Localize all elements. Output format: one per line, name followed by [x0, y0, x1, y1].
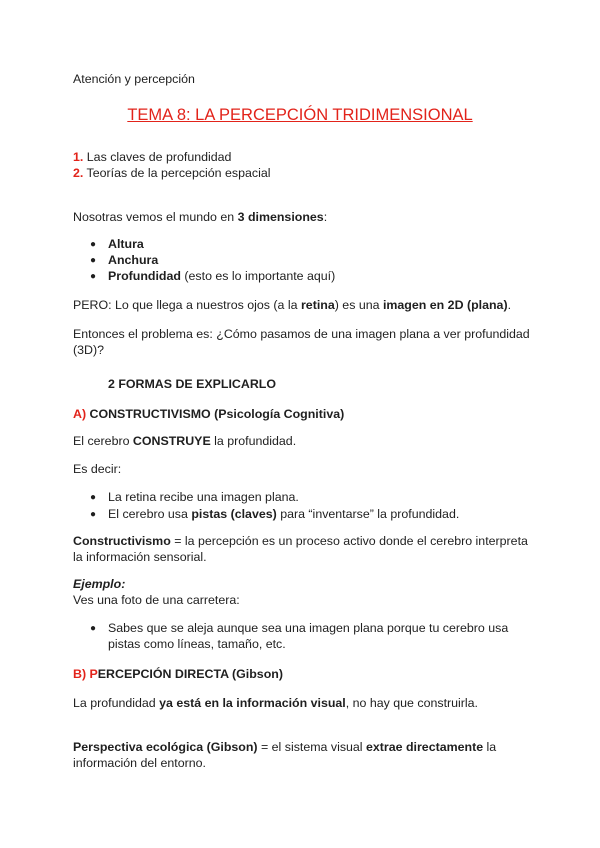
bullet-icon: ● — [90, 509, 97, 520]
toc-item — [73, 166, 270, 181]
toc-text: Las claves de profundidad — [83, 150, 232, 164]
bullet-icon: ● — [90, 271, 97, 282]
list-item-bold: Profundidad — [108, 269, 181, 283]
section-heading: 2 FORMAS DE EXPLICARLO — [108, 377, 276, 391]
document-header: Atención y percepción — [73, 72, 195, 86]
list-item-bold: Altura — [108, 237, 144, 251]
list-item — [108, 269, 335, 284]
intro-text: Nosotras vemos el mundo en — [73, 210, 238, 224]
bullet-icon: ● — [90, 255, 97, 266]
definition-term: Constructivismo — [73, 534, 171, 548]
list-item — [108, 253, 158, 268]
list-item-continuation: pistas como líneas, tamaño, etc. — [108, 637, 286, 651]
list-item-text: para “inventarse” la profundidad. — [276, 507, 460, 521]
section-label: A) — [73, 407, 87, 421]
list-item — [108, 237, 144, 252]
intro-paragraph — [73, 210, 327, 225]
section-title: ERCEPCIÓN DIRECTA (Gibson) — [97, 667, 283, 681]
directa-text: La profundidad — [73, 696, 160, 710]
list-item: Sabes que se aleja aunque sea una imagen plana porque tu cerebro usa — [108, 621, 509, 635]
bullet-icon: ● — [90, 492, 97, 503]
constructivismo-definition — [73, 534, 528, 549]
pero-bold: imagen en 2D (plana) — [382, 298, 508, 312]
list-item — [108, 490, 299, 505]
cerebro-text: la profundidad. — [210, 434, 297, 448]
bullet-icon: ● — [90, 623, 97, 634]
section-title: CONSTRUCTIVISMO (Psicología Cognitiva) — [86, 407, 345, 421]
gibson-text: = el sistema visual — [257, 740, 367, 754]
directa-text: , no hay que construirla. — [345, 696, 478, 710]
cerebro-text: El cerebro — [73, 434, 133, 448]
pero-text: . — [507, 298, 512, 312]
problem-line: Entonces el problema es: ¿Cómo pasamos de una imagen plana a ver profundidad — [73, 327, 530, 341]
example-label: Ejemplo: — [73, 577, 126, 591]
toc-number: 1. — [73, 150, 84, 164]
bullet-icon: ● — [90, 239, 97, 250]
definition-text: = la percepción es un proceso activo donde el cerebro interpreta — [170, 534, 528, 548]
page-title: TEMA 8: LA PERCEPCIÓN TRIDIMENSIONAL — [127, 106, 473, 124]
toc-item — [73, 150, 231, 165]
list-item-text: El cerebro usa — [108, 507, 192, 521]
section-a-heading — [73, 407, 344, 422]
pero-text: ) es una — [334, 298, 383, 312]
toc-number: 2. — [73, 166, 84, 180]
pero-bold: retina — [300, 298, 335, 312]
section-label: B) P — [73, 667, 98, 681]
directa-paragraph — [73, 696, 478, 711]
pero-paragraph — [73, 298, 511, 313]
definition-line: la información sensorial. — [73, 550, 207, 564]
cerebro-paragraph — [73, 434, 296, 449]
gibson-term: Perspectiva ecológica (Gibson) — [73, 740, 258, 754]
list-item-text: (esto es lo importante aquí) — [180, 269, 336, 283]
directa-bold: ya está en la información visual — [159, 696, 346, 710]
section-b-heading — [73, 667, 283, 682]
list-item — [108, 507, 459, 522]
intro-suffix: : — [323, 210, 328, 224]
list-item-bold: pistas (claves) — [191, 507, 277, 521]
gibson-line: información del entorno. — [73, 756, 206, 770]
gibson-bold: extrae directamente — [366, 740, 484, 754]
list-item-text: La retina recibe una imagen plana. — [108, 490, 299, 504]
cerebro-bold: CONSTRUYE — [132, 434, 211, 448]
gibson-text: la — [483, 740, 497, 754]
intro-bold: 3 dimensiones — [237, 210, 324, 224]
toc-text: Teorías de la percepción espacial — [83, 166, 271, 180]
problem-line: (3D)? — [73, 343, 104, 357]
list-item-bold: Anchura — [108, 253, 159, 267]
example-text: Ves una foto de una carretera: — [73, 593, 240, 607]
pero-text: PERO: Lo que llega a nuestros ojos (a la — [73, 298, 301, 312]
gibson-paragraph — [73, 740, 496, 755]
es-decir: Es decir: — [73, 462, 122, 476]
